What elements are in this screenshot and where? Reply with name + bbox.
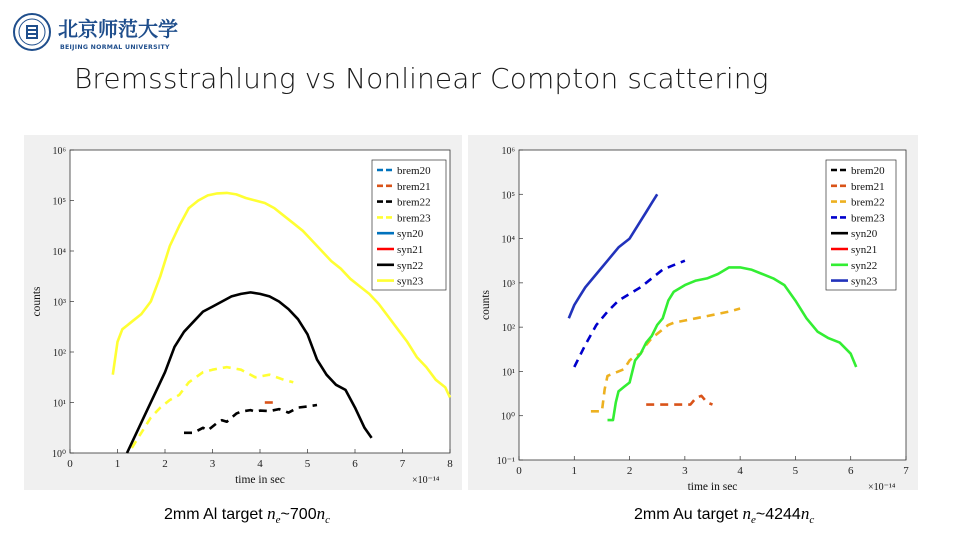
legend-label-syn21: syn21 xyxy=(397,244,424,256)
y-tick-label: 10⁰ xyxy=(51,449,66,460)
x-tick-label: 3 xyxy=(682,465,688,477)
legend-label-brem22: brem22 xyxy=(851,196,885,209)
caption-relation: ~4244 xyxy=(755,506,801,523)
x-tick-label: 4 xyxy=(257,458,263,470)
y-tick-label: 10⁶ xyxy=(501,146,515,157)
legend-label-syn23: syn23 xyxy=(397,275,424,288)
x-axis-label: time in sec xyxy=(235,474,285,486)
legend-label-brem22: brem22 xyxy=(397,196,431,209)
y-tick-label: 10⁻¹ xyxy=(496,456,515,467)
slide-title: Bremsstrahlung vs Nonlinear Compton scattering xyxy=(74,62,769,95)
x-axis-scale-label: ×10⁻¹⁴ xyxy=(412,475,440,486)
x-tick-label: 7 xyxy=(903,465,909,477)
legend-label-syn21: syn21 xyxy=(851,244,878,256)
x-tick-label: 2 xyxy=(626,465,633,477)
y-axis-label: counts xyxy=(31,286,43,317)
legend-label-syn22: syn22 xyxy=(851,259,878,272)
right-chart-caption xyxy=(634,504,814,526)
x-tick-label: 3 xyxy=(209,458,216,470)
x-tick-label: 1 xyxy=(114,458,121,470)
logo-english-name: BEIJING NORMAL UNIVERSITY xyxy=(60,44,170,51)
caption-prefix: 2mm Au target xyxy=(634,506,743,523)
caption-prefix: 2mm Al target xyxy=(164,506,268,523)
y-tick-label: 10⁵ xyxy=(52,196,66,208)
caption-subscript-2: c xyxy=(325,514,330,527)
x-tick-label: 1 xyxy=(571,465,578,477)
x-tick-label: 5 xyxy=(304,458,311,470)
x-tick-label: 6 xyxy=(847,465,854,477)
legend-label-brem21: brem21 xyxy=(851,180,885,193)
legend-label-brem21: brem21 xyxy=(397,180,431,193)
left-chart-caption xyxy=(164,504,330,526)
x-tick-label: 4 xyxy=(737,465,743,477)
legend-label-syn20: syn20 xyxy=(397,228,424,241)
y-tick-label: 10¹ xyxy=(502,367,515,379)
legend-label-syn22: syn22 xyxy=(397,259,424,272)
y-tick-label: 10⁵ xyxy=(501,190,515,202)
caption-subscript-2: c xyxy=(809,514,815,527)
caption-variable-2: n xyxy=(800,504,810,523)
caption-variable: n xyxy=(267,504,276,523)
y-tick-label: 10⁰ xyxy=(500,411,515,423)
y-axis-label: counts xyxy=(480,289,492,321)
legend-label-brem20: brem20 xyxy=(851,165,885,177)
y-tick-label: 10¹ xyxy=(53,398,66,410)
y-tick-label: 10² xyxy=(502,323,515,335)
y-tick-label: 10² xyxy=(53,348,66,359)
logo-chinese-name: 北京师范大学 xyxy=(58,17,178,41)
caption-variable: n xyxy=(742,504,751,523)
y-tick-label: 10³ xyxy=(53,297,66,309)
x-axis-scale-label: ×10⁻¹⁴ xyxy=(868,482,896,493)
caption-variable-2: n xyxy=(316,504,326,523)
x-axis-label: time in sec xyxy=(687,481,738,493)
legend-label-brem20: brem20 xyxy=(397,165,431,177)
x-tick-label: 2 xyxy=(162,458,168,470)
x-tick-label: 0 xyxy=(67,458,73,470)
y-tick-label: 10⁴ xyxy=(501,234,515,246)
legend-label-syn23: syn23 xyxy=(851,275,878,288)
y-tick-label: 10³ xyxy=(502,278,515,290)
x-tick-label: 0 xyxy=(516,465,522,477)
legend-label-brem23: brem23 xyxy=(397,212,431,225)
caption-subscript: e xyxy=(275,514,281,527)
legend-label-syn20: syn20 xyxy=(851,228,878,241)
legend-label-brem23: brem23 xyxy=(851,212,885,225)
y-tick-label: 10⁶ xyxy=(52,146,66,157)
x-tick-label: 6 xyxy=(352,458,358,470)
y-tick-label: 10⁴ xyxy=(52,247,66,258)
x-tick-label: 5 xyxy=(792,465,799,477)
x-tick-label: 7 xyxy=(399,458,406,470)
caption-relation: ~700 xyxy=(280,506,317,523)
x-tick-label: 8 xyxy=(447,458,453,470)
caption-subscript: e xyxy=(751,514,756,527)
